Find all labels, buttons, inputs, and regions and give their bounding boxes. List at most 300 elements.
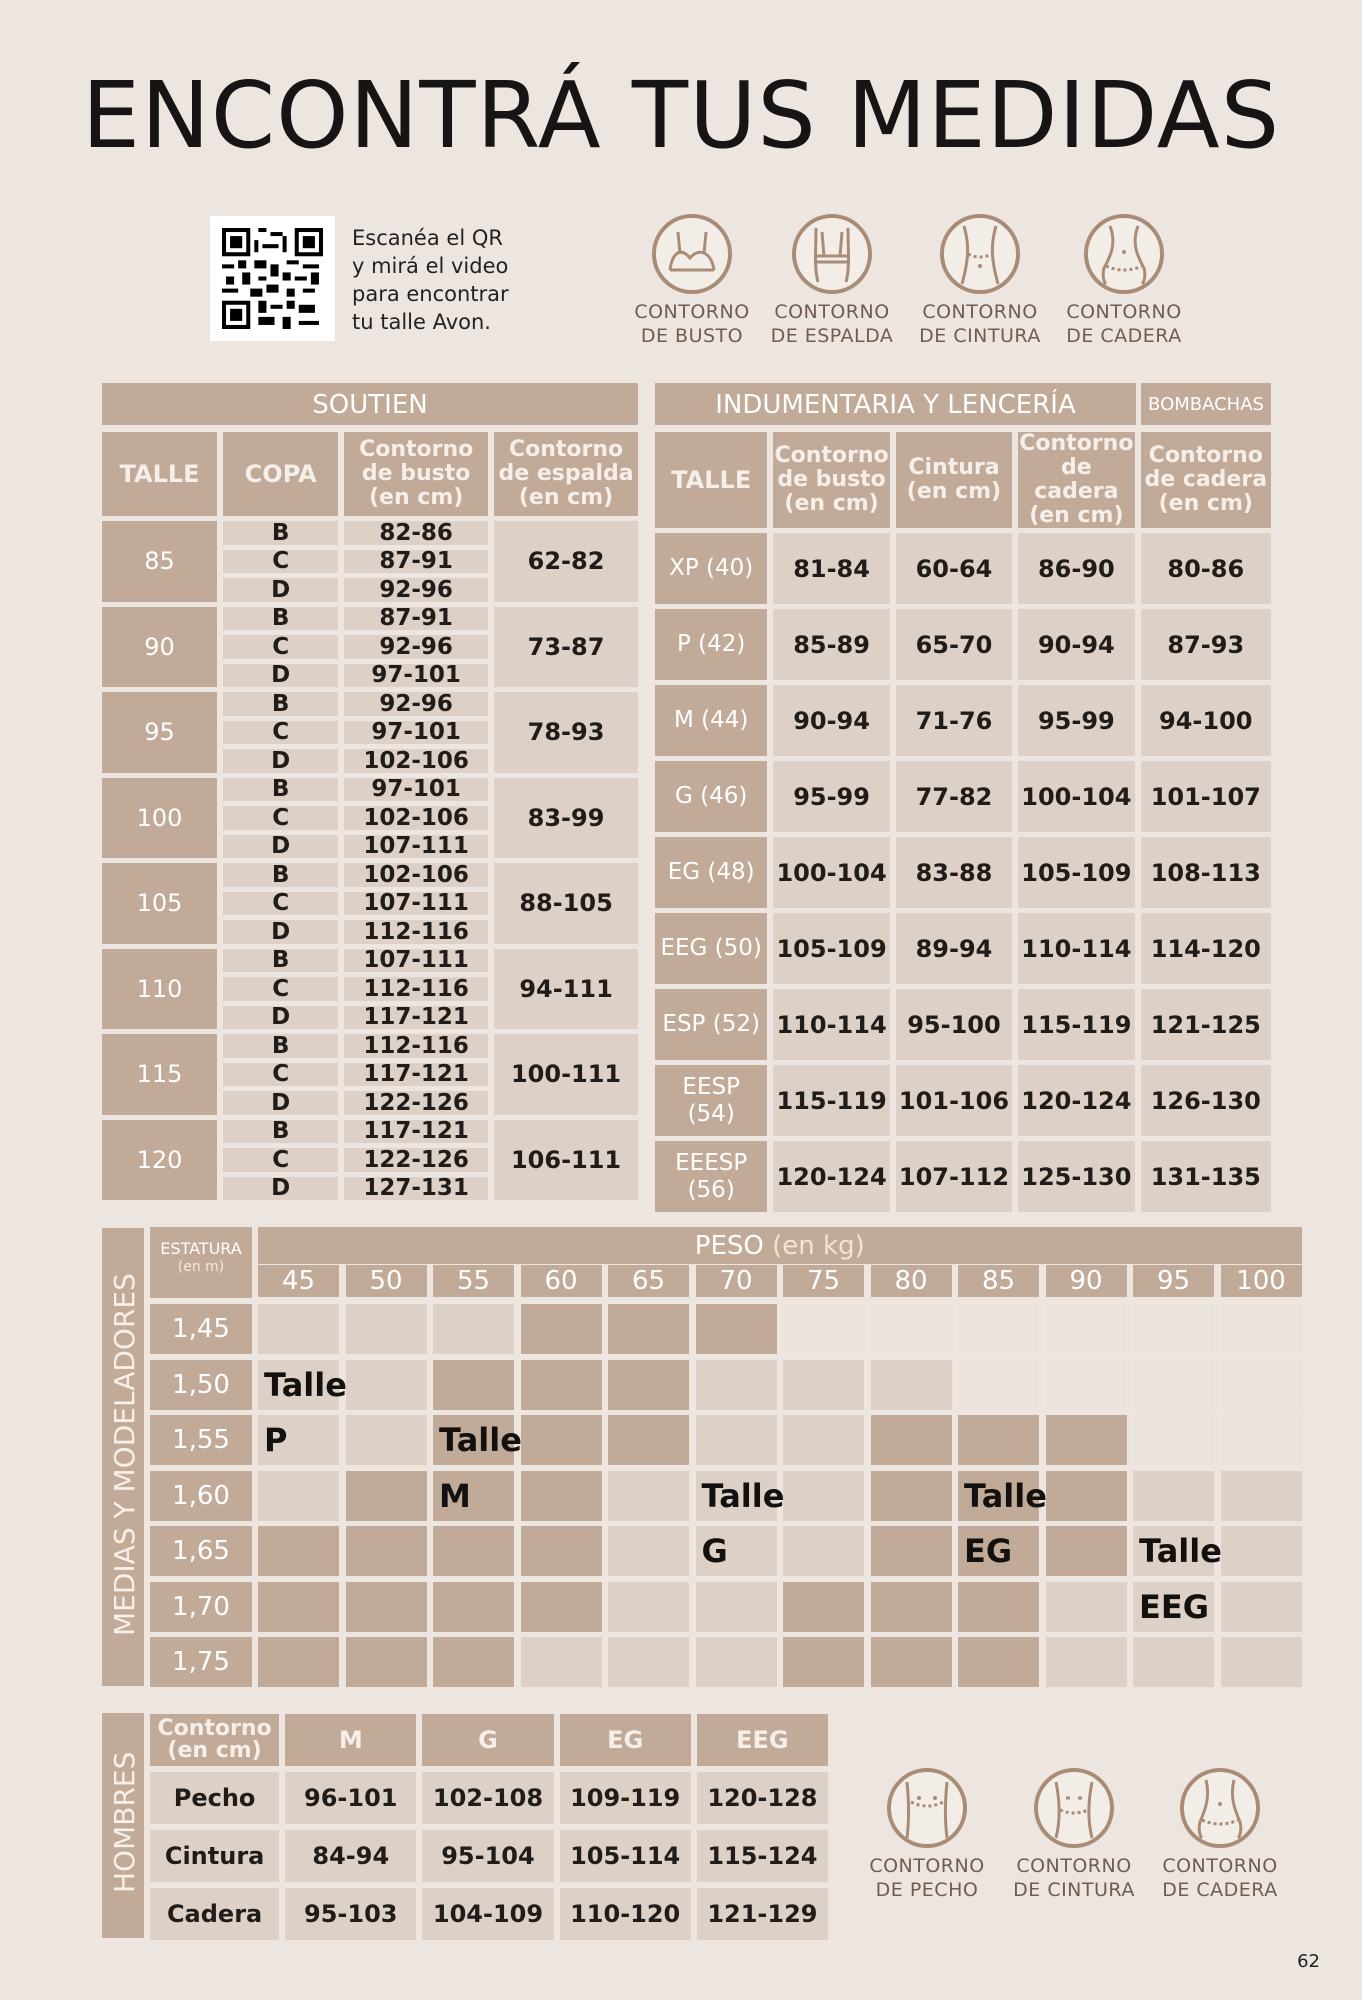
indumentaria-bombacha: 114-120 bbox=[1141, 913, 1271, 984]
size-cell bbox=[1221, 1360, 1302, 1410]
medias-side-label bbox=[102, 1228, 144, 1686]
size-label: EG bbox=[964, 1532, 1013, 1570]
header-cadera-bombachas bbox=[1141, 432, 1271, 528]
soutien-copa: D bbox=[223, 920, 338, 944]
peso-col-header: 80 bbox=[871, 1265, 952, 1297]
measure-cadera-hombre bbox=[1150, 1768, 1290, 1902]
soutien-copa: C bbox=[223, 635, 338, 659]
soutien-copa: C bbox=[223, 806, 338, 830]
indumentaria-cintura: 95-100 bbox=[896, 989, 1012, 1060]
peso-header bbox=[258, 1227, 1302, 1264]
soutien-busto: 87-91 bbox=[344, 607, 488, 631]
hombres-side-label bbox=[102, 1713, 144, 1938]
soutien-busto: 87-91 bbox=[344, 550, 488, 574]
qr-text-line: tu talle Avon. bbox=[352, 310, 491, 334]
soutien-busto: 107-111 bbox=[344, 949, 488, 973]
soutien-espalda: 100-111 bbox=[494, 1034, 638, 1115]
measure-cintura bbox=[910, 214, 1050, 348]
header-line: Contorno bbox=[1019, 431, 1134, 456]
size-cell bbox=[871, 1415, 952, 1465]
peso-col-header: 50 bbox=[346, 1265, 427, 1297]
size-cell bbox=[871, 1471, 952, 1521]
peso-unit: (en kg) bbox=[772, 1231, 865, 1261]
talle-line: (56) bbox=[687, 1176, 735, 1203]
soutien-busto: 107-111 bbox=[344, 835, 488, 859]
peso-col-header: 95 bbox=[1133, 1265, 1214, 1297]
soutien-copa: B bbox=[223, 692, 338, 716]
size-cell bbox=[608, 1304, 689, 1354]
talle-line: P (42) bbox=[676, 631, 746, 657]
indumentaria-talle bbox=[655, 913, 767, 984]
header-line: Cintura bbox=[908, 455, 1000, 480]
soutien-copa: C bbox=[223, 550, 338, 574]
size-cell bbox=[433, 1304, 514, 1354]
size-cell bbox=[1221, 1582, 1302, 1632]
soutien-busto: 102-106 bbox=[344, 749, 488, 773]
size-cell bbox=[696, 1582, 777, 1632]
peso-title: PESO bbox=[694, 1231, 764, 1261]
indumentaria-talle bbox=[655, 761, 767, 832]
indumentaria-cintura: 65-70 bbox=[896, 609, 1012, 680]
size-cell bbox=[521, 1582, 602, 1632]
chest-icon bbox=[887, 1768, 967, 1848]
talle-line: ESP (52) bbox=[662, 1011, 760, 1037]
indumentaria-cadera: 110-114 bbox=[1018, 913, 1134, 984]
header-line: Contorno bbox=[1148, 443, 1263, 468]
indumentaria-cadera: 120-124 bbox=[1018, 1065, 1134, 1136]
bombachas-title: BOMBACHAS bbox=[1141, 383, 1271, 425]
soutien-espalda: 78-93 bbox=[494, 692, 638, 773]
size-cell bbox=[346, 1415, 427, 1465]
indumentaria-busto: 120-124 bbox=[773, 1141, 889, 1212]
size-cell bbox=[258, 1582, 339, 1632]
indumentaria-title: INDUMENTARIA Y LENCERÍA bbox=[655, 383, 1136, 425]
talle-line: M (44) bbox=[674, 707, 749, 733]
size-cell bbox=[346, 1526, 427, 1576]
measure-cadera bbox=[1054, 214, 1194, 348]
measure-espalda bbox=[762, 214, 902, 348]
indumentaria-bombacha: 94-100 bbox=[1141, 685, 1271, 756]
soutien-copa: D bbox=[223, 749, 338, 773]
size-cell bbox=[1133, 1304, 1214, 1354]
header-eg: EG bbox=[560, 1714, 691, 1766]
men-hip-icon bbox=[1180, 1768, 1260, 1848]
hombres-value: 120-128 bbox=[697, 1772, 828, 1824]
size-cell bbox=[1221, 1415, 1302, 1465]
header-line: (en cm) bbox=[906, 479, 1002, 504]
size-cell bbox=[1133, 1360, 1214, 1410]
header-line: (en cm) bbox=[368, 485, 464, 510]
soutien-busto: 117-121 bbox=[344, 1063, 488, 1087]
size-cell bbox=[696, 1304, 777, 1354]
header-line: Contorno bbox=[774, 443, 889, 468]
size-cell bbox=[958, 1582, 1039, 1632]
talle-line: XP (40) bbox=[669, 555, 754, 581]
header-busto bbox=[344, 432, 488, 516]
soutien-copa: D bbox=[223, 1006, 338, 1030]
hombres-value: 95-103 bbox=[285, 1888, 416, 1940]
indumentaria-talle bbox=[655, 609, 767, 680]
indumentaria-table bbox=[649, 427, 1277, 1217]
header-line: (en cm) bbox=[167, 1738, 262, 1763]
indumentaria-bombacha: 126-130 bbox=[1141, 1065, 1271, 1136]
estatura-row-header: 1,70 bbox=[150, 1582, 252, 1632]
qr-instructions bbox=[352, 224, 542, 336]
size-label: Talle bbox=[964, 1476, 1047, 1515]
measure-label: DE CADERA bbox=[1162, 1879, 1278, 1901]
size-cell bbox=[958, 1415, 1039, 1465]
size-cell bbox=[258, 1304, 339, 1354]
soutien-espalda: 106-111 bbox=[494, 1120, 638, 1201]
peso-col-header: 100 bbox=[1221, 1265, 1302, 1297]
measure-label: DE PECHO bbox=[875, 1879, 979, 1901]
size-cell bbox=[1046, 1360, 1127, 1410]
size-cell bbox=[1046, 1582, 1127, 1632]
soutien-talle: 85 bbox=[102, 521, 217, 602]
indumentaria-busto: 81-84 bbox=[773, 533, 889, 604]
soutien-busto: 117-121 bbox=[344, 1006, 488, 1030]
header-line: de cadera bbox=[1144, 467, 1268, 492]
size-cell bbox=[1046, 1637, 1127, 1687]
size-cell bbox=[608, 1471, 689, 1521]
soutien-copa: C bbox=[223, 892, 338, 916]
size-cell bbox=[346, 1360, 427, 1410]
measure-label: CONTORNO bbox=[634, 301, 750, 323]
soutien-copa: D bbox=[223, 664, 338, 688]
size-cell bbox=[258, 1526, 339, 1576]
soutien-busto: 102-106 bbox=[344, 863, 488, 887]
soutien-talle: 100 bbox=[102, 778, 217, 859]
indumentaria-cadera: 95-99 bbox=[1018, 685, 1134, 756]
hombres-value: 109-119 bbox=[560, 1772, 691, 1824]
hombres-value: 96-101 bbox=[285, 1772, 416, 1824]
indumentaria-bombacha: 101-107 bbox=[1141, 761, 1271, 832]
header-contorno bbox=[150, 1714, 279, 1766]
talle-line: EEG (50) bbox=[660, 935, 762, 961]
estatura-row-header: 1,75 bbox=[150, 1637, 252, 1687]
soutien-copa: B bbox=[223, 778, 338, 802]
indumentaria-bombacha: 121-125 bbox=[1141, 989, 1271, 1060]
hip-icon bbox=[1084, 214, 1164, 294]
measure-label: DE CINTURA bbox=[1013, 1879, 1135, 1901]
soutien-busto: 92-96 bbox=[344, 635, 488, 659]
soutien-busto: 112-116 bbox=[344, 920, 488, 944]
size-cell bbox=[1046, 1471, 1127, 1521]
size-cell bbox=[958, 1360, 1039, 1410]
peso-col-header: 45 bbox=[258, 1265, 339, 1297]
size-cell bbox=[871, 1637, 952, 1687]
estatura-row-header: 1,65 bbox=[150, 1526, 252, 1576]
soutien-talle: 120 bbox=[102, 1120, 217, 1201]
soutien-busto: 97-101 bbox=[344, 664, 488, 688]
talle-line: EEESP bbox=[675, 1149, 748, 1176]
indumentaria-cadera: 100-104 bbox=[1018, 761, 1134, 832]
header-line: (en cm) bbox=[1158, 491, 1253, 516]
soutien-copa: C bbox=[223, 721, 338, 745]
soutien-busto: 107-111 bbox=[344, 892, 488, 916]
size-cell bbox=[696, 1637, 777, 1687]
hombres-value: 95-104 bbox=[422, 1830, 553, 1882]
hombres-value: 110-120 bbox=[560, 1888, 691, 1940]
size-cell bbox=[1046, 1526, 1127, 1576]
header-line: de cadera bbox=[1034, 455, 1119, 504]
soutien-copa: C bbox=[223, 1148, 338, 1172]
indumentaria-cintura: 101-106 bbox=[896, 1065, 1012, 1136]
measure-pecho bbox=[857, 1768, 997, 1902]
measure-label: DE CINTURA bbox=[919, 325, 1041, 347]
header-talle: TALLE bbox=[102, 432, 217, 516]
header-line: Contorno bbox=[157, 1716, 272, 1741]
soutien-talle: 90 bbox=[102, 607, 217, 688]
size-cell bbox=[608, 1582, 689, 1632]
indumentaria-cadera: 105-109 bbox=[1018, 837, 1134, 908]
soutien-busto: 92-96 bbox=[344, 578, 488, 602]
size-cell bbox=[1221, 1471, 1302, 1521]
measure-busto bbox=[622, 214, 762, 348]
hombres-row-label: Cadera bbox=[150, 1888, 279, 1940]
peso-col-header: 90 bbox=[1046, 1265, 1127, 1297]
back-icon bbox=[792, 214, 872, 294]
size-label: P bbox=[264, 1421, 288, 1459]
soutien-busto: 112-116 bbox=[344, 1034, 488, 1058]
header-line: de busto bbox=[361, 461, 471, 486]
estatura-row-header: 1,55 bbox=[150, 1415, 252, 1465]
soutien-espalda: 83-99 bbox=[494, 778, 638, 859]
indumentaria-cintura: 89-94 bbox=[896, 913, 1012, 984]
estatura-header bbox=[150, 1227, 252, 1298]
header-m: M bbox=[285, 1714, 416, 1766]
soutien-copa: D bbox=[223, 835, 338, 859]
indumentaria-talle bbox=[655, 533, 767, 604]
size-cell bbox=[871, 1582, 952, 1632]
page-number: 62 bbox=[1297, 1951, 1320, 1972]
header-g: G bbox=[422, 1714, 553, 1766]
soutien-copa: B bbox=[223, 863, 338, 887]
indumentaria-cintura: 83-88 bbox=[896, 837, 1012, 908]
header-busto bbox=[773, 432, 889, 528]
qr-text-line: y mirá el video bbox=[352, 254, 509, 278]
size-cell bbox=[783, 1471, 864, 1521]
header-cadera bbox=[1018, 432, 1134, 528]
indumentaria-busto: 105-109 bbox=[773, 913, 889, 984]
size-cell bbox=[433, 1526, 514, 1576]
peso-col-header: 55 bbox=[433, 1265, 514, 1297]
size-cell bbox=[696, 1415, 777, 1465]
soutien-espalda: 73-87 bbox=[494, 607, 638, 688]
size-cell bbox=[783, 1415, 864, 1465]
hombres-side-text: HOMBRES bbox=[108, 1751, 141, 1893]
soutien-talle: 105 bbox=[102, 863, 217, 944]
soutien-copa: B bbox=[223, 607, 338, 631]
hombres-value: 105-114 bbox=[560, 1830, 691, 1882]
men-waist-icon bbox=[1034, 1768, 1114, 1848]
header-eeg: EEG bbox=[697, 1714, 828, 1766]
hombres-value: 121-129 bbox=[697, 1888, 828, 1940]
soutien-table bbox=[96, 427, 644, 1205]
size-cell bbox=[258, 1471, 339, 1521]
size-cell bbox=[521, 1304, 602, 1354]
indumentaria-cintura: 60-64 bbox=[896, 533, 1012, 604]
size-label: Talle bbox=[701, 1476, 785, 1515]
indumentaria-cadera: 90-94 bbox=[1018, 609, 1134, 680]
qr-text-line: para encontrar bbox=[352, 282, 509, 306]
header-line: de busto bbox=[777, 467, 886, 492]
soutien-busto: 122-126 bbox=[344, 1091, 488, 1115]
bra-icon bbox=[652, 214, 732, 294]
soutien-copa: D bbox=[223, 1091, 338, 1115]
size-cell bbox=[1221, 1304, 1302, 1354]
size-cell bbox=[783, 1582, 864, 1632]
indumentaria-talle bbox=[655, 837, 767, 908]
estatura-line: ESTATURA bbox=[160, 1239, 242, 1258]
size-cell bbox=[783, 1526, 864, 1576]
header-copa: COPA bbox=[223, 432, 338, 516]
size-cell bbox=[783, 1304, 864, 1354]
indumentaria-cintura: 77-82 bbox=[896, 761, 1012, 832]
hombres-value: 102-108 bbox=[422, 1772, 553, 1824]
indumentaria-cadera: 115-119 bbox=[1018, 989, 1134, 1060]
measure-label: DE BUSTO bbox=[640, 325, 744, 347]
waist-icon bbox=[940, 214, 1020, 294]
size-cell bbox=[871, 1360, 952, 1410]
soutien-copa: B bbox=[223, 521, 338, 545]
size-cell bbox=[433, 1582, 514, 1632]
talle-line: EG (48) bbox=[667, 859, 755, 885]
size-cell bbox=[258, 1637, 339, 1687]
size-label: EEG bbox=[1139, 1587, 1209, 1626]
header-line: de espalda bbox=[498, 461, 634, 486]
talle-line: (54) bbox=[687, 1100, 735, 1127]
measure-label: CONTORNO bbox=[869, 1855, 985, 1877]
size-cell bbox=[521, 1471, 602, 1521]
size-cell bbox=[958, 1637, 1039, 1687]
size-cell bbox=[1221, 1526, 1302, 1576]
soutien-busto: 117-121 bbox=[344, 1120, 488, 1144]
hombres-row-label: Pecho bbox=[150, 1772, 279, 1824]
estatura-row-header: 1,50 bbox=[150, 1360, 252, 1410]
indumentaria-cadera: 86-90 bbox=[1018, 533, 1134, 604]
header-line: Contorno bbox=[508, 437, 624, 462]
size-label: G bbox=[701, 1532, 728, 1570]
size-cell bbox=[521, 1360, 602, 1410]
soutien-busto: 127-131 bbox=[344, 1177, 488, 1201]
measure-label: CONTORNO bbox=[922, 301, 1038, 323]
indumentaria-bombacha: 108-113 bbox=[1141, 837, 1271, 908]
medias-side-text: MEDIAS Y MODELADORES bbox=[108, 1273, 141, 1636]
size-cell bbox=[783, 1360, 864, 1410]
peso-col-header: 75 bbox=[783, 1265, 864, 1297]
soutien-copa: B bbox=[223, 1034, 338, 1058]
size-cell bbox=[871, 1526, 952, 1576]
size-cell bbox=[521, 1526, 602, 1576]
indumentaria-talle bbox=[655, 1141, 767, 1212]
measure-label: CONTORNO bbox=[1066, 301, 1182, 323]
indumentaria-busto: 100-104 bbox=[773, 837, 889, 908]
size-cell bbox=[346, 1637, 427, 1687]
header-cintura bbox=[896, 432, 1012, 528]
size-cell bbox=[608, 1415, 689, 1465]
peso-col-header: 70 bbox=[696, 1265, 777, 1297]
size-cell bbox=[696, 1360, 777, 1410]
indumentaria-bombacha: 80-86 bbox=[1141, 533, 1271, 604]
size-cell bbox=[521, 1415, 602, 1465]
size-cell bbox=[1133, 1637, 1214, 1687]
hombres-value: 84-94 bbox=[285, 1830, 416, 1882]
size-cell bbox=[1046, 1415, 1127, 1465]
indumentaria-busto: 95-99 bbox=[773, 761, 889, 832]
size-label: Talle bbox=[264, 1365, 347, 1404]
soutien-copa: C bbox=[223, 1063, 338, 1087]
size-cell bbox=[608, 1637, 689, 1687]
header-talle: TALLE bbox=[655, 432, 767, 528]
soutien-espalda: 62-82 bbox=[494, 521, 638, 602]
indumentaria-cintura: 71-76 bbox=[896, 685, 1012, 756]
size-cell bbox=[1221, 1637, 1302, 1687]
size-cell bbox=[346, 1582, 427, 1632]
header-espalda bbox=[494, 432, 638, 516]
measure-label: CONTORNO bbox=[1162, 1855, 1278, 1877]
size-cell bbox=[433, 1360, 514, 1410]
indumentaria-bombacha: 87-93 bbox=[1141, 609, 1271, 680]
soutien-copa: B bbox=[223, 1120, 338, 1144]
soutien-copa: B bbox=[223, 949, 338, 973]
size-cell bbox=[1133, 1471, 1214, 1521]
indumentaria-bombacha: 131-135 bbox=[1141, 1141, 1271, 1212]
qr-code[interactable] bbox=[210, 216, 335, 341]
page-title: ENCONTRÁ TUS MEDIDAS bbox=[81, 62, 1281, 169]
size-cell bbox=[1133, 1415, 1214, 1465]
soutien-title: SOUTIEN bbox=[102, 383, 638, 425]
measure-label: CONTORNO bbox=[774, 301, 890, 323]
talle-line: G (46) bbox=[675, 783, 748, 809]
soutien-talle: 95 bbox=[102, 692, 217, 773]
hombres-table bbox=[144, 1708, 834, 1946]
indumentaria-talle bbox=[655, 989, 767, 1060]
size-cell bbox=[608, 1360, 689, 1410]
soutien-espalda: 88-105 bbox=[494, 863, 638, 944]
indumentaria-busto: 90-94 bbox=[773, 685, 889, 756]
size-cell bbox=[871, 1304, 952, 1354]
soutien-busto: 92-96 bbox=[344, 692, 488, 716]
soutien-busto: 102-106 bbox=[344, 806, 488, 830]
peso-col-header: 85 bbox=[958, 1265, 1039, 1297]
hombres-row-label: Cintura bbox=[150, 1830, 279, 1882]
header-line: (en cm) bbox=[784, 491, 879, 516]
indumentaria-busto: 85-89 bbox=[773, 609, 889, 680]
soutien-busto: 112-116 bbox=[344, 977, 488, 1001]
indumentaria-talle bbox=[655, 1065, 767, 1136]
header-line: (en cm) bbox=[1029, 503, 1124, 528]
soutien-busto: 97-101 bbox=[344, 721, 488, 745]
soutien-busto: 82-86 bbox=[344, 521, 488, 545]
size-label: Talle bbox=[439, 1421, 522, 1459]
hombres-value: 115-124 bbox=[697, 1830, 828, 1882]
measure-cintura-hombre bbox=[1004, 1768, 1144, 1902]
measure-label: DE ESPALDA bbox=[770, 325, 894, 347]
peso-col-header: 65 bbox=[608, 1265, 689, 1297]
size-cell bbox=[346, 1304, 427, 1354]
estatura-row-header: 1,45 bbox=[150, 1304, 252, 1354]
measure-label: CONTORNO bbox=[1016, 1855, 1132, 1877]
indumentaria-busto: 115-119 bbox=[773, 1065, 889, 1136]
header-line: (en cm) bbox=[518, 485, 614, 510]
indumentaria-talle bbox=[655, 685, 767, 756]
peso-col-header: 60 bbox=[521, 1265, 602, 1297]
size-cell bbox=[958, 1304, 1039, 1354]
soutien-talle: 110 bbox=[102, 949, 217, 1030]
size-cell bbox=[1046, 1304, 1127, 1354]
size-cell bbox=[608, 1526, 689, 1576]
